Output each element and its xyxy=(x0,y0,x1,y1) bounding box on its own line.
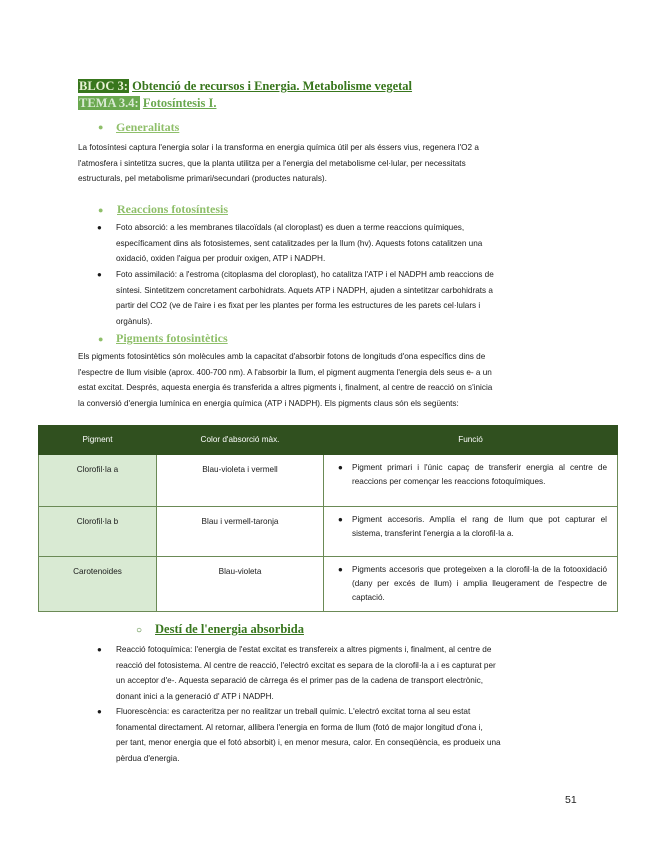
reaccions-line: partir del CO2 (ve de l'aire i es fixat per les plantes per forma les estructures de les parets cel·lulars i xyxy=(116,301,481,311)
generalitats-line: estructurals, pel metabolisme primari/secundari (productes naturals). xyxy=(78,174,327,184)
reaccions-line: Foto absorció: a les membranes tilacoïdals (al cloroplast) es duen a terme reaccions químiques, xyxy=(116,223,465,232)
bullet-icon: ● xyxy=(97,270,102,279)
desti-line: Fluorescència: es caracteritza per no realitzar un treball químic. L'electró excitat torna al seu estat xyxy=(116,707,471,716)
funcio-text: Pigment primari i l'únic capaç de transferir energia al centre de reaccions per començar les reaccions fotoquímiques. xyxy=(352,463,607,486)
funcio-cell xyxy=(324,507,618,557)
pigments-line: la conversió d'energia lumínica en energia química (ATP i NADPH). Els pigments claus són els següents: xyxy=(78,398,459,408)
desti-line: fonamental directament. Al retornar, allibera l'energia en forma de llum (fotó de major longitud d'ona i, xyxy=(116,722,483,732)
pigment-cell: Clorofil·la a xyxy=(39,455,157,507)
tema-heading xyxy=(78,95,578,112)
funcio-text: Pigment accesoris. Amplía el rang de llum que pot capturar el sistema, transferint l'energia a la clorofil·la a. xyxy=(352,515,607,538)
bloc-heading xyxy=(78,78,578,95)
heading-block xyxy=(78,78,578,112)
bloc-title: Obtenció de recursos i Energia. Metabolisme vegetal xyxy=(132,79,413,93)
pigments-paragraph xyxy=(78,349,578,411)
pigments-line: estat excitat. Després, aquesta energia és transferida a altres pigments i, finalment, al centre de reacció on s'inicia xyxy=(78,383,493,393)
generalitats-line: La fotosíntesi captura l'energia solar i la transforma en energia química útil per als éssers vius, regenera l'O2 a xyxy=(78,143,479,152)
table-header-funcio: Funció xyxy=(324,426,618,455)
pigments-line: l'espectre de llum visible (aprox. 400-700 nm). A l'absorbir la llum, el pigment augmenta l'energia dels seus e- a un xyxy=(78,367,492,377)
bloc-tag: BLOC 3: xyxy=(79,79,128,93)
table-row xyxy=(39,557,618,612)
desti-bullet-icon: ○ xyxy=(136,625,143,636)
funcio-cell xyxy=(324,455,618,507)
pigments-table xyxy=(38,425,618,612)
table-row xyxy=(39,455,618,507)
page-number: 51 xyxy=(565,794,577,806)
funcio-text: Pigments accesoris que protegeixen a la clorofil·la de la fotooxidació (dany per excés de llum) i amplia lleugerament de l'espectre de captació. xyxy=(352,565,607,602)
reaccions-line: Foto assimilació: a l'estroma (citoplasma del cloroplast), ho catalitza l'ATP i el NADPH amb reaccions de xyxy=(116,270,494,279)
reaccions-line: orgànuls). xyxy=(116,316,153,326)
pigments-heading: Pigments fotosintètics xyxy=(116,331,228,345)
funcio-cell xyxy=(324,557,618,612)
bullet-icon: ● xyxy=(338,463,343,472)
desti-line: reacció del fotosistema. Al centre de reacció, l'electró excitat es separa de la clorofil·la a i es capturat per xyxy=(116,660,496,670)
pigment-cell: Clorofil·la b xyxy=(39,507,157,557)
tema-tag: TEMA 3.4: xyxy=(79,96,139,110)
reaccions-line: síntesi. Sintetitzem concretament carbohidrats. Aquets ATP i NADPH, ajuden a sintetitzar carbohidrats a xyxy=(116,285,493,295)
desti-line: pèrdua d'energia. xyxy=(116,753,180,763)
reaccions-heading: Reaccions fotosíntesis xyxy=(117,202,228,216)
bullet-icon: ● xyxy=(338,565,343,574)
color-cell: Blau-violeta xyxy=(157,557,324,612)
table-header-row xyxy=(39,426,618,455)
color-cell: Blau-violeta i vermell xyxy=(157,455,324,507)
bullet-icon: ● xyxy=(97,645,102,654)
desti-item-fluorescencia xyxy=(116,704,578,766)
pigment-cell: Carotenoides xyxy=(39,557,157,612)
reaccions-line: oxidació, oxiden l'aigua per produir oxigen, ATP i NADPH. xyxy=(116,254,326,264)
table-header-pigment: Pigment xyxy=(39,426,157,455)
bullet-icon: ● xyxy=(97,223,102,232)
pigments-line: Els pigments fotosintètics són molècules amb la capacitat d'absorbir fotons de longituds d'ona específics dins de xyxy=(78,352,486,361)
reaccions-item-absorcio xyxy=(116,220,578,267)
reaccions-line: específicament dins als fotosistemes, sent catalitzades per la llum (hv). Aquests fotons catalitzen una xyxy=(116,238,483,248)
desti-line: per tant, menor energia que el fotó absorbit) i, en menor mesura, calor. En conseqüència, es produeix una xyxy=(116,738,501,748)
table-row xyxy=(39,507,618,557)
pigments-bullet-icon: ● xyxy=(98,334,104,344)
desti-line: Reacció fotoquímica: l'energia de l'estat excitat es transfereix a altres pigments i, finalment, al centre de xyxy=(116,645,492,654)
desti-item-fotoquimica xyxy=(116,642,578,704)
desti-line: un acceptor d'e-. Aquesta separació de càrrega és el primer pas de la cadena de transport electrònic, xyxy=(116,676,484,686)
generalitats-line: l'atmosfera i sintetitza sucres, que la planta utilitza per a l'energia del metabolisme cel·lular, per necessitats xyxy=(78,158,466,168)
bullet-icon: ● xyxy=(338,515,343,524)
desti-line: donant inici a la generació d' ATP i NADPH. xyxy=(116,691,274,701)
generalitats-heading: Generalitats xyxy=(116,120,180,134)
reaccions-item-assimilacio xyxy=(116,267,578,329)
reaccions-bullet-icon: ● xyxy=(98,205,104,215)
tema-title: Fotosíntesis I. xyxy=(142,96,217,110)
generalitats-bullet-icon: ● xyxy=(98,122,104,132)
color-cell: Blau i vermell-taronja xyxy=(157,507,324,557)
generalitats-paragraph xyxy=(78,140,578,187)
table-header-color: Color d'absorció màx. xyxy=(157,426,324,455)
bullet-icon: ● xyxy=(97,707,102,716)
desti-heading: Destí de l'energia absorbida xyxy=(155,622,304,636)
